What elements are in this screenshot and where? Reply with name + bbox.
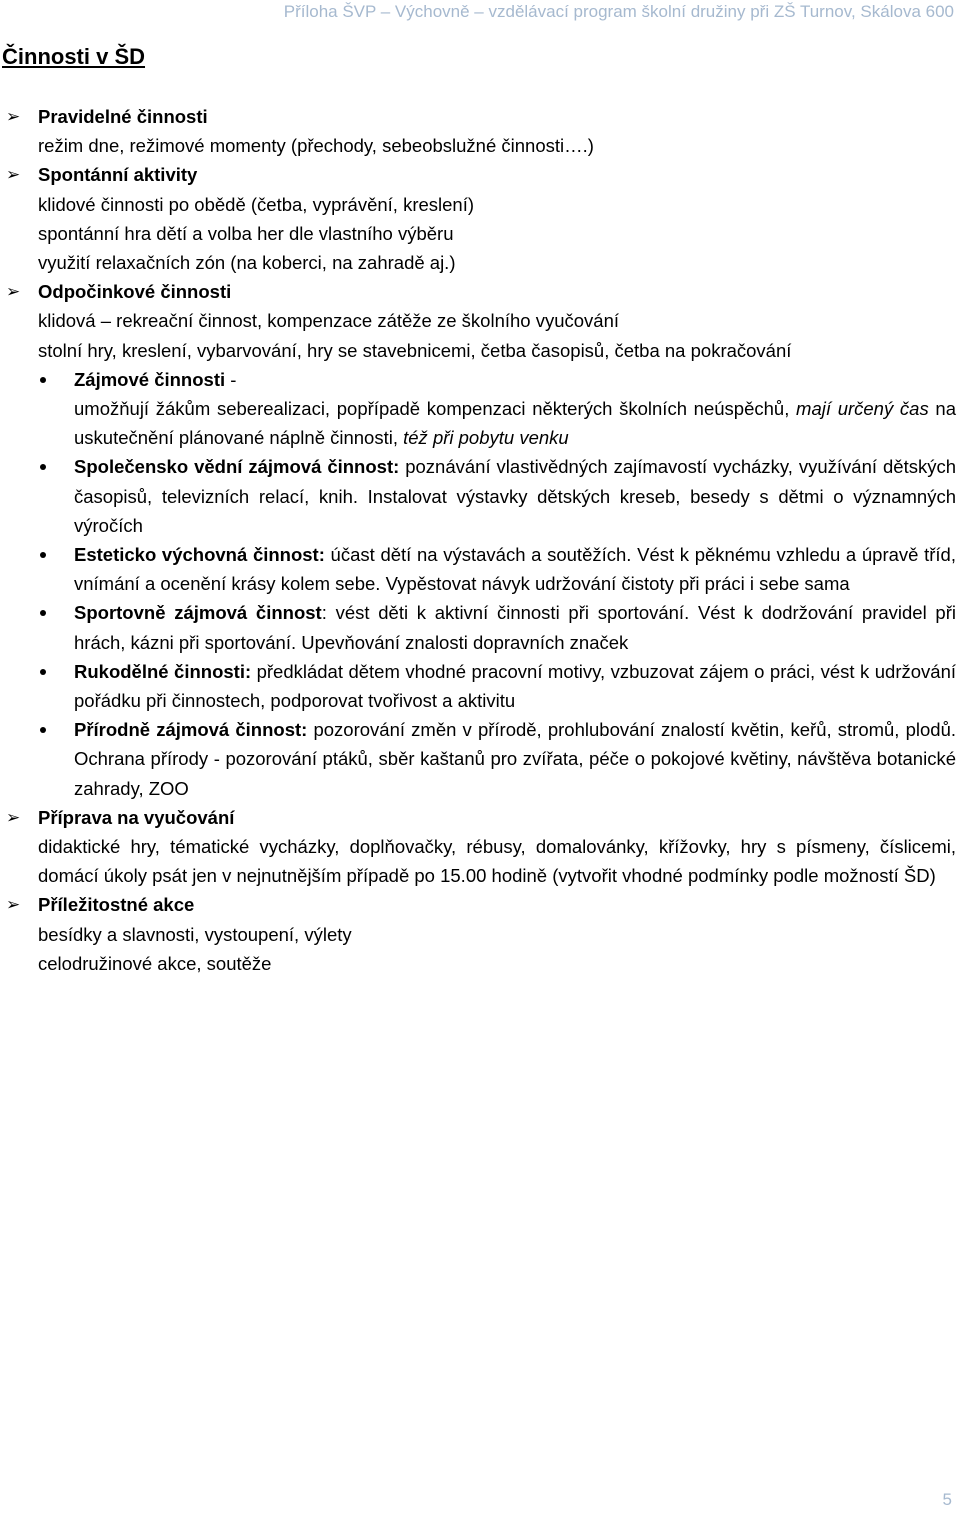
section-heading: Pravidelné činnosti — [38, 106, 208, 127]
section-line: klidová – rekreační činnost, kompenzace zátěže ze školního vyučování — [38, 310, 620, 332]
bullet-text: umožňují žákům seberealizaci, popřípadě kompenzaci některých školních neúspěchů, — [74, 398, 797, 420]
section-text: didaktické hry, tématické vycházky, doplňovačky, rébusy, domalovánky, křížovky, hry s písmeny, číslicemi, domácí úkoly psát jen v nejnutnějším případě po 15.00 hodině (vytvořit vhodné podmínky podle možností ŠD) — [38, 836, 956, 887]
page-number: 5 — [942, 1490, 952, 1509]
section-line: stolní hry, kreslení, vybarvování, hry se stavebnicemi, četba časopisů, četba na pokračování — [38, 339, 792, 361]
round-bullet-icon — [40, 464, 46, 470]
section-heading: Odpočinkové činnosti — [38, 281, 232, 303]
bullet-text: na uskutečnění plánované náplně činnosti, — [74, 398, 956, 449]
round-bullet-icon — [40, 610, 46, 616]
section-odpocinkove — [0, 277, 956, 365]
arrow-bullet-icon: ➢ — [6, 165, 21, 185]
section-pravidelne — [0, 102, 956, 160]
section-line: spontánní hra dětí a volba her dle vlastního výběru — [38, 222, 454, 244]
bullet-sportovne-zajmova — [0, 598, 956, 656]
round-bullet-icon — [40, 727, 46, 733]
bullet-heading: Přírodně zájmová činnost: — [74, 719, 308, 741]
page-header: Příloha ŠVP – Výchovně – vzdělávací program školní družiny při ZŠ Turnov, Skálova 600 — [283, 2, 954, 21]
bullet-spolecensko-vedni — [0, 452, 956, 540]
round-bullet-icon — [40, 552, 46, 558]
document-body — [0, 102, 956, 978]
section-line: celodružinové akce, soutěže — [38, 952, 272, 974]
section-line: využití relaxačních zón (na koberci, na zahradě aj.) — [38, 252, 456, 274]
section-heading: Spontánní aktivity — [38, 164, 198, 186]
bullet-rukodelne — [0, 657, 956, 715]
section-spontanni — [0, 160, 956, 277]
bullet-heading: Sportovně zájmová činnost — [74, 602, 322, 624]
bullet-heading: Rukodělné činnosti: — [74, 660, 252, 682]
bullet-text: předkládat dětem vhodné pracovní motivy, vzbuzovat zájem o práci, vést k udržování pořádku při činnostech, podporovat tvořivost a aktivitu — [74, 660, 956, 712]
bullet-prirodne-zajmova — [0, 715, 956, 803]
section-heading: Příležitostné akce — [38, 894, 195, 916]
bullet-italic-text: mají určený čas — [796, 398, 929, 420]
arrow-bullet-icon: ➢ — [6, 895, 21, 915]
bullet-heading-suffix: - — [225, 368, 237, 390]
arrow-bullet-icon: ➢ — [6, 807, 21, 827]
section-line: besídky a slavnosti, vystoupení, výlety — [38, 923, 352, 945]
round-bullet-icon — [40, 377, 46, 383]
bullet-text: účast dětí na výstavách a soutěžích. Vést k pěknému vzhledu a úpravě tříd, vnímání a ocenění krásy kolem sebe. Vypěstovat návyk udržování čistoty při práci i sebe sama — [74, 544, 956, 595]
arrow-bullet-icon: ➢ — [6, 282, 21, 302]
section-prilezitostne — [0, 890, 956, 978]
bullet-heading: Zájmové činnosti — [74, 368, 226, 390]
arrow-bullet-icon: ➢ — [6, 107, 21, 126]
bullet-italic-text: též při pobytu venku — [403, 427, 569, 449]
section-line: klidové činnosti po obědě (četba, vyprávění, kreslení) — [38, 193, 475, 215]
section-heading: Příprava na vyučování — [38, 806, 235, 828]
bullet-heading: Esteticko výchovná činnost: — [74, 544, 325, 566]
section-priprava — [0, 803, 956, 891]
bullet-text: : vést děti k aktivní činnosti při sportování. Vést k dodržování pravidel při hrách, kázni při sportování. Upevňování znalosti dopravních značek — [74, 602, 956, 653]
round-bullet-icon — [40, 669, 46, 675]
bullet-heading: Společensko vědní zájmová činnost: — [74, 456, 400, 478]
bullet-text: poznávání vlastivědných zajímavostí vycházky, využívání dětských časopisů, televizních relací, knih. Instalovat výstavky dětských kreseb, besedy s dětmi o významných výročích — [74, 456, 956, 536]
bullet-text: pozorování změn v přírodě, prohlubování znalostí květin, keřů, stromů, plodů. Ochrana přírody - pozorování ptáků, sběr kaštanů pro zvířata, péče o pokojové květiny, návštěva botanické zahrady, ZOO — [74, 719, 957, 799]
page-title: Činnosti v ŠD — [2, 44, 146, 69]
bullet-esteticko-vychovna — [0, 540, 956, 598]
section-line: režim dne, režimové momenty (přechody, sebeobslužné činnosti….) — [38, 135, 594, 157]
bullet-zajmove — [0, 365, 956, 453]
